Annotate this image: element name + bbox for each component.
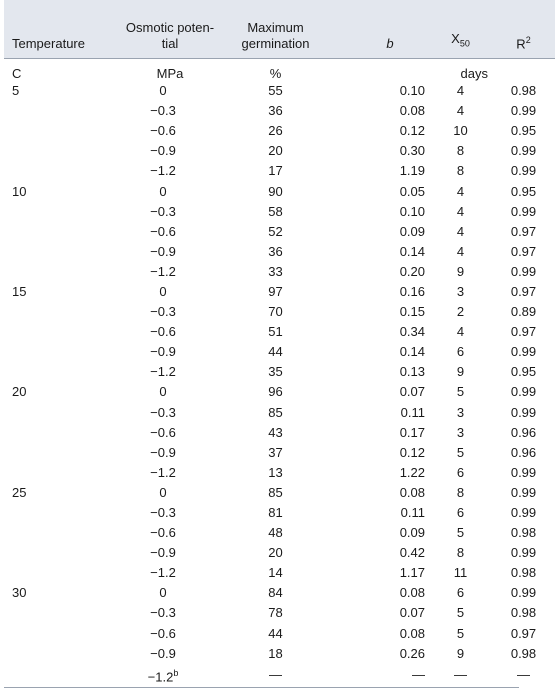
table-row [4,262,555,282]
cell-max-germination: 52 [268,223,283,239]
cell-b: 0.12 [399,123,425,139]
cell-temperature [4,121,116,141]
cell-b: — [412,666,425,682]
table-row [4,101,555,121]
cell-temperature [4,262,116,282]
cell-temperature [4,624,116,644]
cell-x50: 3 [456,283,465,299]
cell-temperature [4,222,116,242]
table-row [4,141,555,161]
cell-max-germination: 20 [268,545,283,561]
cell-x50: 6 [456,344,465,360]
cell-temperature [4,503,116,523]
cell-b: 0.14 [399,243,425,259]
cell-x50: 4 [456,183,465,199]
cell-osmotic-potential: −0.9 [150,143,176,159]
cell-r2: 0.99 [510,505,537,521]
header-temperature: Temperature [4,0,116,59]
cell-r2: 0.98 [510,645,537,661]
cell-b: 0.08 [399,484,425,500]
cell-temperature [4,141,116,161]
cell-osmotic-potential: 0 [159,384,167,400]
units-row [4,59,555,82]
cell-b: 1.19 [399,163,425,179]
cell-max-germination: 43 [268,424,283,440]
cell-osmotic-potential: −1.2 [150,464,176,480]
cell-osmotic-potential: −0.3 [150,605,176,621]
cell-temperature [4,423,116,443]
cell-osmotic-potential: −0.3 [150,505,176,521]
cell-x50: 5 [456,444,465,460]
table-row [4,664,555,686]
cell-x50: 3 [456,404,465,420]
cell-x50: 9 [456,645,465,661]
cell-osmotic-potential: −0.3 [150,304,176,320]
cell-max-germination: 13 [268,464,283,480]
cell-r2: 0.97 [510,243,537,259]
table-row [4,222,555,242]
table-row [4,181,555,201]
table-row [4,483,555,503]
cell-osmotic-potential: −0.3 [150,404,176,420]
cell-r2: 0.98 [510,565,537,581]
table-row [4,624,555,644]
cell-max-germination: 14 [268,565,283,581]
cell-temperature [4,603,116,623]
cell-osmotic-potential: −1.2$^b$ [147,667,179,685]
cell-b: 0.20 [399,263,425,279]
cell-x50: 4 [456,83,465,99]
table-row [4,403,555,423]
table-row [4,583,555,603]
cell-temperature: 20 [12,384,27,400]
cell-r2: 0.99 [510,545,537,561]
cell-osmotic-potential: −0.9 [150,243,176,259]
cell-temperature [4,302,116,322]
cell-max-germination: 18 [268,645,283,661]
cell-r2: 0.98 [510,525,537,541]
table-row [4,362,555,382]
cell-r2: 0.99 [510,203,537,219]
cell-osmotic-potential: −0.3 [150,203,176,219]
table-row [4,503,555,523]
cell-max-germination: 33 [268,263,283,279]
cell-max-germination: 36 [268,243,283,259]
cell-x50: 8 [456,143,465,159]
table-row [4,282,555,302]
table-row [4,342,555,362]
cell-r2: 0.99 [510,344,537,360]
cell-osmotic-potential: −0.6 [150,223,176,239]
cell-x50: — [454,666,467,682]
cell-x50: 8 [456,545,465,561]
cell-max-germination: 35 [268,364,283,380]
cell-x50: 4 [456,223,465,239]
cell-x50: 4 [456,324,465,340]
cell-max-germination: 96 [268,384,283,400]
cell-r2: 0.99 [510,585,537,601]
cell-temperature [4,543,116,563]
cell-r2: 0.99 [510,103,537,119]
cell-temperature: 15 [12,283,27,299]
cell-x50: 3 [456,424,465,440]
table-row [4,202,555,222]
cell-x50: 5 [456,605,465,621]
cell-osmotic-potential: −0.6 [150,324,176,340]
cell-b: 0.08 [399,625,425,641]
cell-b: 0.34 [399,324,425,340]
cell-b: 0.10 [399,203,425,219]
table-row [4,242,555,262]
cell-temperature: 25 [12,484,27,500]
cell-osmotic-potential: −1.2 [150,163,176,179]
cell-temperature [4,644,116,664]
cell-max-germination: 85 [268,404,283,420]
cell-r2: 0.95 [510,183,537,199]
cell-temperature [4,362,116,382]
cell-b: 1.17 [399,565,425,581]
cell-r2: 0.97 [510,283,537,299]
cell-osmotic-potential: −0.6 [150,525,176,541]
cell-max-germination: 20 [268,143,283,159]
table-row [4,81,555,101]
cell-max-germination: 44 [268,344,283,360]
cell-osmotic-potential: 0 [159,585,167,601]
cell-r2: 0.96 [510,424,537,440]
cell-r2: 0.96 [510,444,537,460]
cell-b: 0.09 [399,223,425,239]
cell-r2: 0.99 [510,484,537,500]
table-row [4,463,555,483]
cell-b: 0.26 [399,645,425,661]
table-body [4,81,555,686]
cell-b: 0.13 [399,364,425,380]
cell-osmotic-potential: −0.9 [150,344,176,360]
cell-max-germination: 85 [268,484,283,500]
cell-temperature [4,463,116,483]
table-row [4,161,555,181]
cell-max-germination: — [269,666,282,682]
cell-r2: 0.99 [510,464,537,480]
germination-table-container [4,0,537,686]
cell-max-germination: 81 [268,505,283,521]
cell-x50: 8 [456,484,465,500]
cell-max-germination: 44 [268,625,283,641]
header-maximum-germination: Maximum germination [224,0,327,59]
cell-x50: 9 [456,263,465,279]
table-row [4,121,555,141]
cell-x50: 5 [456,625,465,641]
cell-b: 0.10 [399,83,425,99]
unit-days: days [327,59,492,82]
cell-b: 1.22 [399,464,425,480]
table-row [4,563,555,583]
cell-temperature [4,161,116,181]
cell-b: 0.09 [399,525,425,541]
table-row [4,443,555,463]
table-row [4,644,555,664]
cell-osmotic-potential: −1.2 [150,565,176,581]
cell-b: 0.12 [399,444,425,460]
cell-temperature [4,322,116,342]
cell-max-germination: 84 [268,585,283,601]
cell-b: 0.05 [399,183,425,199]
header-row [4,0,555,59]
cell-osmotic-potential: −0.6 [150,625,176,641]
cell-max-germination: 17 [268,163,283,179]
cell-max-germination: 55 [268,83,283,99]
cell-x50: 6 [456,505,465,521]
table-row [4,523,555,543]
cell-osmotic-potential: 0 [159,283,167,299]
cell-temperature: 5 [12,83,20,99]
unit-temperature: C [4,59,116,82]
cell-r2: 0.99 [510,404,537,420]
cell-b: 0.08 [399,103,425,119]
cell-osmotic-potential: −0.9 [150,444,176,460]
cell-max-germination: 48 [268,525,283,541]
cell-b: 0.11 [400,505,425,521]
table-row [4,302,555,322]
cell-x50: 8 [456,163,465,179]
cell-temperature [4,563,116,583]
cell-b: 0.30 [399,143,425,159]
cell-b: 0.07 [399,384,425,400]
table-row [4,382,555,402]
cell-temperature [4,342,116,362]
cell-max-germination: 36 [268,103,283,119]
cell-r2: 0.95 [510,364,537,380]
cell-x50: 11 [453,565,468,581]
table-row [4,603,555,623]
cell-x50: 9 [456,364,465,380]
cell-max-germination: 78 [268,605,283,621]
cell-temperature [4,242,116,262]
cell-x50: 6 [456,585,465,601]
cell-osmotic-potential: −0.6 [150,123,176,139]
cell-r2: 0.99 [510,384,537,400]
cell-osmotic-potential: 0 [159,183,167,199]
cell-b: 0.15 [399,304,425,320]
cell-osmotic-potential: −1.2 [150,364,176,380]
cell-x50: 5 [456,525,465,541]
cell-x50: 2 [456,304,465,320]
cell-temperature: 30 [12,585,27,601]
cell-max-germination: 70 [268,304,283,320]
cell-osmotic-potential: −0.9 [150,545,176,561]
cell-r2: 0.99 [510,143,537,159]
footnote-marker: b [173,667,179,678]
unit-max: % [224,59,327,82]
cell-x50: 4 [456,203,465,219]
cell-b: 0.42 [399,545,425,561]
cell-max-germination: 37 [268,444,283,460]
cell-x50: 4 [456,243,465,259]
cell-x50: 6 [456,464,465,480]
cell-osmotic-potential: −0.9 [150,645,176,661]
cell-b: 0.11 [400,404,425,420]
cell-osmotic-potential: −1.2 [150,263,176,279]
table-row [4,322,555,342]
cell-b: 0.17 [399,424,425,440]
cell-r2: 0.98 [510,83,537,99]
cell-osmotic-potential: −0.3 [150,103,176,119]
cell-r2: 0.99 [510,163,537,179]
cell-r2: 0.99 [510,263,537,279]
germination-table [4,0,555,686]
cell-r2: 0.95 [510,123,537,139]
cell-max-germination: 97 [268,283,283,299]
cell-r2: 0.97 [510,625,537,641]
table-row [4,423,555,443]
cell-x50: 10 [453,123,468,139]
cell-temperature [4,101,116,121]
table-row [4,543,555,563]
cell-temperature [4,443,116,463]
header-r2: $R^2$ [492,0,555,59]
cell-b: 0.08 [399,585,425,601]
header-x50: $X_{50}$ [429,0,492,59]
header-b: b [327,0,429,59]
unit-osmotic: MPa [116,59,224,82]
cell-temperature [4,523,116,543]
cell-max-germination: 26 [268,123,283,139]
cell-max-germination: 58 [268,203,283,219]
cell-r2: 0.97 [510,223,537,239]
cell-temperature [4,202,116,222]
cell-max-germination: 90 [268,183,283,199]
cell-b: 0.14 [399,344,425,360]
cell-b: 0.16 [399,283,425,299]
cell-max-germination: 51 [268,324,283,340]
header-osmotic-potential: Osmotic poten- tial [116,0,224,59]
cell-x50: 4 [456,103,465,119]
cell-b: 0.07 [399,605,425,621]
cell-osmotic-potential: 0 [159,484,167,500]
cell-r2: 0.98 [510,605,537,621]
cell-osmotic-potential: −0.6 [150,424,176,440]
cell-temperature: 10 [12,183,27,199]
cell-temperature [4,403,116,423]
cell-r2: 0.97 [510,324,537,340]
cell-r2: 0.89 [510,304,537,320]
cell-x50: 5 [456,384,465,400]
cell-osmotic-potential: 0 [159,83,167,99]
cell-temperature [4,664,116,686]
cell-r2: — [517,666,530,682]
